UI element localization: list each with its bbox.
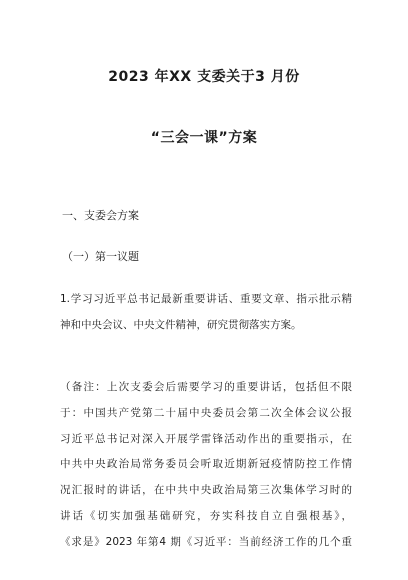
paragraph-2-line: 讲话《切实加强基础研究，夯实科技自立自强根基》， <box>60 509 352 522</box>
subsection-heading: （一）第一议题 <box>62 250 139 263</box>
paragraph-2-note <box>60 375 352 556</box>
section-heading: 一、支委会方案 <box>62 209 139 222</box>
paragraph-2-line: （备注：上次支委会后需要学习的重要讲话，包括但不限 <box>60 381 352 393</box>
paragraph-1 <box>60 287 352 339</box>
document-title-line-2: “三会一课”方案 <box>150 130 258 146</box>
paragraph-2-line: 习近平总书记对深入开展学雷锋活动作出的重要指示，在 <box>60 432 352 445</box>
paragraph-1-line: 1.学习习近平总书记最新重要讲话、重要文章、指示批示精 <box>60 293 352 305</box>
paragraph-2-line: 于：中国共产党第二十届中央委员会第二次全体会议公报 <box>60 406 352 419</box>
paragraph-1-line: 神和中央会议、中央文件精神，研究贯彻落实方案。 <box>60 318 302 331</box>
paragraph-2-line: 中共中央政治局常务委员会听取近期新冠疫情防控工作情 <box>60 458 352 471</box>
paragraph-2-line: 况汇报时的讲话，在中共中央政治局第三次集体学习时的 <box>60 484 352 497</box>
paragraph-2-line: 《求是》2023 年第4 期《习近平：当前经济工作的几个重 <box>60 535 352 548</box>
document-title-line-1: 2023 年XX 支委关于3 月份 <box>108 69 300 85</box>
